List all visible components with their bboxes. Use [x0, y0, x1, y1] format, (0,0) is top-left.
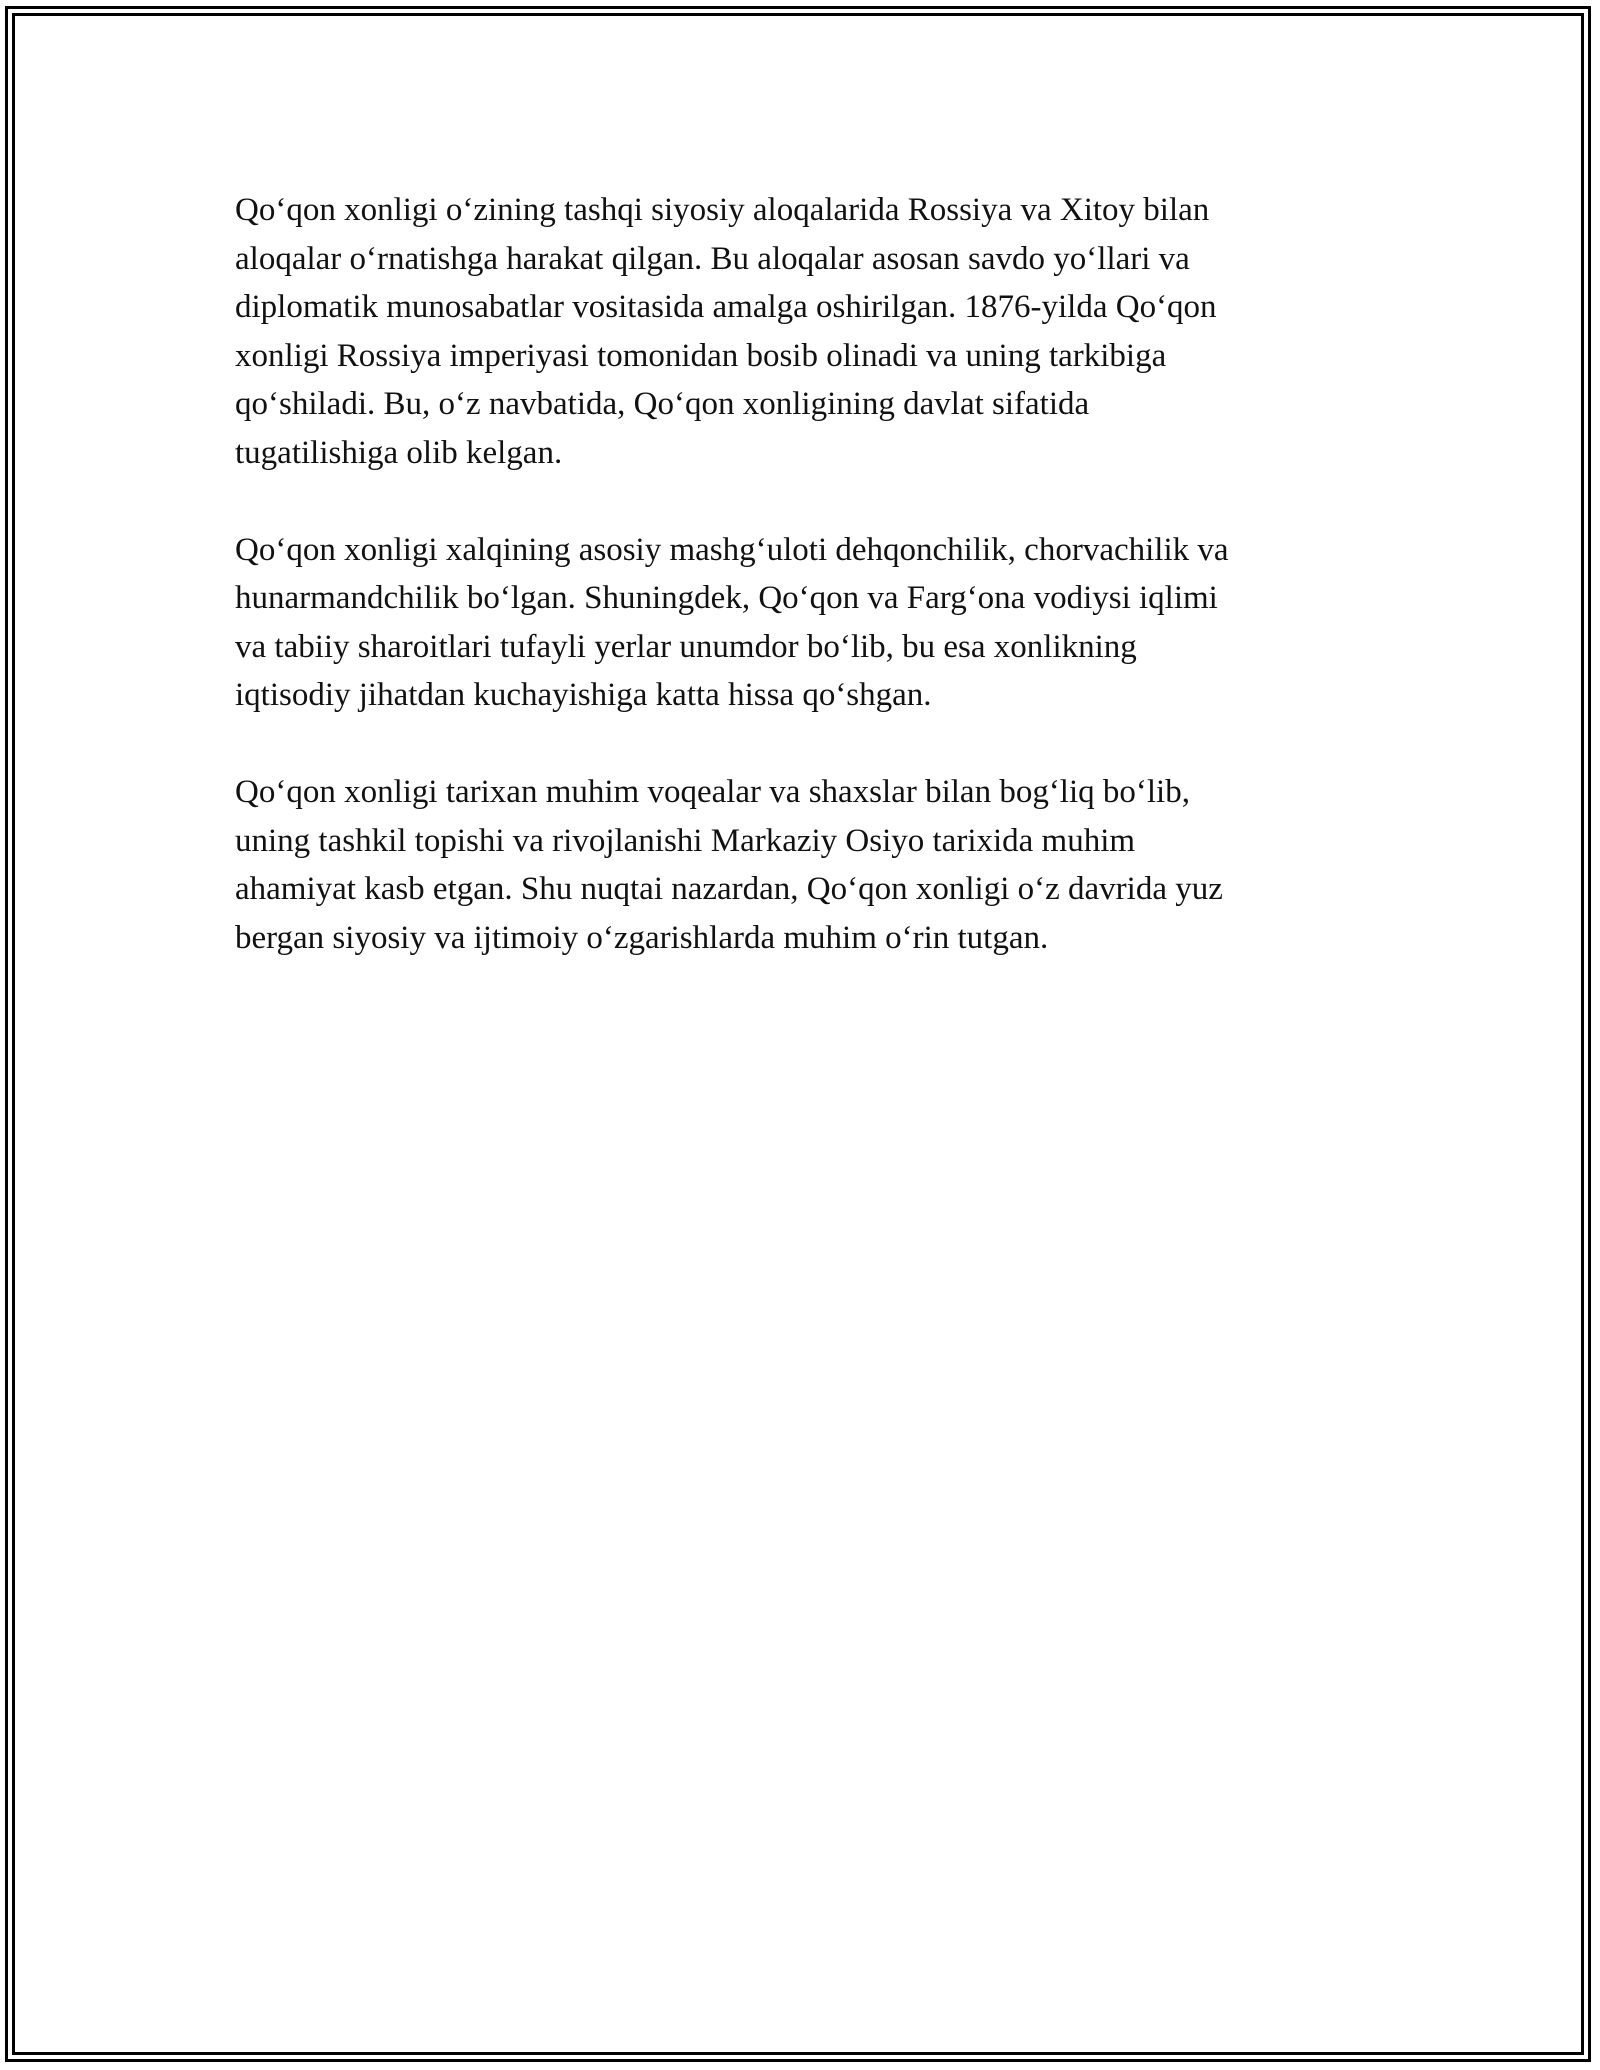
paragraph-1: Qo‘qon xonligi o‘zining tashqi siyosiy aloqalarida Rossiya va Xitoy bilan aloqalar o‘rnatishga harakat qilgan. Bu aloqalar asosan savdo yo‘llari va diplomatik munosabatlar vositasida amalga oshirilgan. 1876-yilda Qo‘qon xonligi Rossiya imperiyasi tomonidan bosib olinadi va uning tarkibiga qo‘shiladi. Bu, o‘z navbatida, Qo‘qon xonligining davlat sifatida tugatilishiga olib kelgan.: [235, 192, 1217, 471]
document-body: [235, 186, 1365, 1010]
paragraph-3: Qo‘qon xonligi tarixan muhim voqealar va shaxslar bilan bog‘liq bo‘lib, uning tashkil topishi va rivojlanishi Markaziy Osiyo tarixida muhim ahamiyat kasb etgan. Shu nuqtai nazardan, Qo‘qon xonligi o‘z davrida yuz bergan siyosiy va ijtimoiy o‘zgarishlarda muhim o‘rin tutgan.: [235, 773, 1223, 956]
paragraph-2: Qo‘qon xonligi xalqining asosiy mashg‘uloti dehqonchilik, chorvachilik va hunarmandchilik bo‘lgan. Shuningdek, Qo‘qon va Farg‘ona vodiysi iqlimi va tabiiy sharoitlari tufayli yerlar unumdor bo‘lib, bu esa xonlikning iqtisodiy jihatdan kuchayishiga katta hissa qo‘shgan.: [235, 531, 1229, 714]
